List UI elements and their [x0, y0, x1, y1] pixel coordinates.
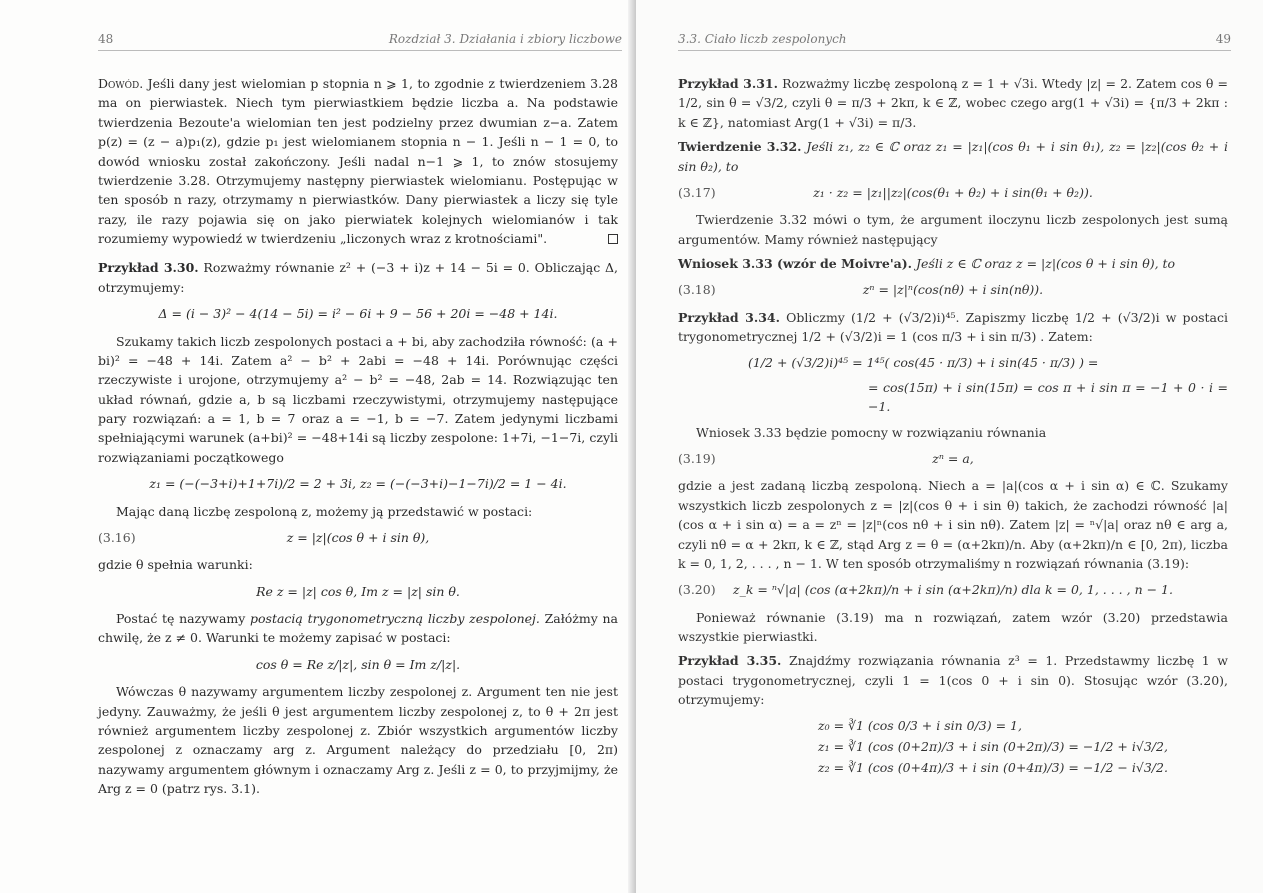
right-page [636, 0, 1263, 893]
proof-text: Jeśli dany jest wielomian p stopnia n ⩾ 1, to zgodnie z twierdzeniem 3.28 ma on pierwiastek. Niech tym pierwiastkiem będzie liczba a. Na podstawie twierdzenia Bezoute'a wielomian ten jest podzielny przez dwumian z−a. Zatem p(z) = (z − a)p₁(z), gdzie p₁ jest wielomianem stopnia n − 1. Jeśli n − 1 = 0, to dowód wniosku został zakończony. Jeśli nadal n−1 ⩾ 1, to znów stosujemy twierdzenie 3.28. Otrzymujemy następny pierwiastek wielomianu. Postępując w ten sposób n razy, otrzymamy n pierwiastków. Dany pierwiastek a liczy się tyle razy, ile razy pojawia się on jako pierwiatek kolejnych wielomianów i tak rozumiemy wypowiedź w twierdzeniu „liczonych wraz z krotnościami". [98, 76, 618, 246]
equation-3-16-body: z = |z|(cos θ + i sin θ), [286, 529, 430, 545]
equation-3-20-remark: Ponieważ równanie (3.19) ma n rozwiązań, zatem wzór (3.20) przedstawia wszystkie pierwiastki. [678, 609, 1228, 644]
trig-def-term: postacią trygonometryczną liczby zespolonej. [250, 611, 540, 626]
re-im-formula: Re z = |z| cos θ, Im z = |z| sin θ. [256, 583, 460, 599]
left-running-head: Rozdział 3. Działania i zbiory liczbowe [388, 32, 622, 46]
roots-derivation: gdzie a jest zadaną liczbą zespoloną. Niech a = |a|(cos α + i sin α) ∈ ℂ. Szukamy wszystkich liczb zespolonych z = |z|(cos θ + i sin θ) takich, że zachodzi równość |a|(cos α + i sin α) = a = zⁿ = |z|ⁿ(cos nθ + i sin nθ). Zatem |z| = ⁿ√|a| oraz nθ ∈ arg a, czyli nθ = α + 2kπ, k ∈ ℤ, stąd Arg z = θ = (α+2kπ)/n. Aby (α+2kπ)/n ∈ [0, 2π), liczba k = 0, 1, 2, . . . , n − 1. W ten sposób otrzymaliśmy n rozwiązań równania (3.19): [678, 478, 1228, 571]
theorem-3-32 [678, 137, 1228, 176]
example-3-31-label: Przykład 3.31. [678, 76, 778, 91]
example-3-35 [678, 651, 1228, 709]
root-z0: z₀ = ∛1 (cos 0/3 + i sin 0/3) = 1, [818, 717, 1022, 733]
root-z1: z₁ = ∛1 (cos (0+2π)/3 + i sin (0+2π)/3) = −1/2 + i√3/2, [818, 738, 1168, 754]
right-header-rule [678, 50, 1231, 51]
example-3-30-text: Rozważmy równanie z² + (−3 + i)z + 14 − 5i = 0. Obliczając Δ, otrzymujemy: [98, 260, 618, 295]
left-header-rule [98, 50, 622, 51]
equation-3-16-number: (3.16) [98, 529, 136, 545]
qed-square-icon [608, 234, 618, 244]
example-3-34-text: Obliczmy (1/2 + (√3/2)i)⁴⁵. Zapiszmy liczbę 1/2 + (√3/2)i w postaci trygonometrycznej 1/2 + (√3/2)i = 1 (cos π/3 + i sin π/3) . Zatem: [678, 309, 1228, 345]
equation-3-20-body: z_k = ⁿ√|a| (cos (α+2kπ)/n + i sin (α+2kπ)/n) dla k = 0, 1, . . . , n − 1. [733, 582, 1173, 598]
right-running-head: 3.3. Ciało liczb zespolonych [678, 32, 847, 46]
equation-3-19-body: zⁿ = a, [932, 451, 974, 466]
trig-def-text-b: Załóżmy na chwilę, że z ≠ 0. Warunki te możemy zapisać w postaci: [98, 611, 618, 646]
right-body [678, 74, 1228, 780]
equation-3-17-body: z₁ · z₂ = |z₁||z₂|(cos(θ₁ + θ₂) + i sin(θ₁ + θ₂)). [813, 184, 1093, 200]
theorem-3-32-remark: Twierdzenie 3.32 mówi o tym, że argument iloczynu liczb zespolonych jest sumą argumentów. Mamy również następujący [678, 212, 1228, 247]
equation-3-18-body: zⁿ = |z|ⁿ(cos(nθ) + i sin(nθ)). [862, 282, 1044, 298]
example-3-35-label: Przykład 3.35. [678, 653, 782, 669]
equation-3-19-number: (3.19) [678, 451, 716, 466]
equation-3-18 [678, 280, 1228, 299]
example-3-30-label: Przykład 3.30. [98, 260, 199, 276]
example-3-34-label: Przykład 3.34. [678, 309, 780, 325]
equation-3-19 [678, 449, 1228, 468]
proof-paragraph [98, 74, 618, 248]
equation-3-18-number: (3.18) [678, 282, 716, 298]
example-3-34-line-1: (1/2 + (√3/2)i)⁴⁵ = 1⁴⁵( cos(45 · π/3) + i sin(45 · π/3) ) = [748, 354, 1099, 370]
trig-def-text-a: Postać tę nazywamy [116, 611, 246, 626]
example-3-31-text: Rozważmy liczbę zespoloną z = 1 + √3i. Wtedy |z| = 2. Zatem cos θ = 1/2, sin θ = √3/2, czyli θ = π/3 + 2kπ, k ∈ ℤ, wobec czego arg(1 + √3i) = {π/3 + 2kπ : k ∈ ℤ}, natomiast Arg(1 + √3i) = π/3. [678, 76, 1228, 130]
example-3-34-line-2: = cos(15π) + i sin(15π) = cos π + i sin π = −1 + 0 · i = −1. [868, 379, 1228, 415]
example-3-30-solution: Szukamy takich liczb zespolonych postaci a + bi, aby zachodziła równość: (a + bi)² = −48 + 14i. Zatem a² − b² + 2abi = −48 + 14i. Porównując części rzeczywiste i urojone, otrzymujemy a² − b² = −48, 2ab = 14. Rozwiązując ten układ równań, gdzie a, b są liczbami rzeczywistymi, otrzymujemy następujące pary rozwiązań: a = 1, b = 7 oraz a = −1, b = −7. Zatem jedynymi liczbami spełniającymi warunek (a+bi)² = −48+14i są liczby zespolone: 1+7i, −1−7i, czyli rozwiązaniami początkowego [98, 333, 618, 465]
where-theta: gdzie θ spełnia warunki: [98, 557, 253, 573]
cos-sin-formula: cos θ = Re z/|z|, sin θ = Im z/|z|. [255, 656, 461, 672]
example-3-31 [678, 74, 1228, 132]
argument-definition: Wówczas θ nazywamy argumentem liczby zespolonej z. Argument ten nie jest jedyny. Zauważmy, że jeśli θ jest argumentem liczby zespolonej z, to θ + 2π jest również argumentem liczby zespolonej z. Zbiór wszystkich argumentów liczby zespolonej z oznaczamy arg z. Argument należący do przedziału [0, 2π) nazywamy argumentem głównym i oznaczamy Arg z. Jeśli z = 0, to przyjmijmy, że Arg z = 0 (patrz rys. 3.1). [98, 684, 618, 796]
corollary-3-33 [678, 254, 1228, 273]
proof-label: Dowód. [98, 76, 144, 91]
left-page-number: 48 [98, 32, 114, 46]
corollary-useful: Wniosek 3.33 będzie pomocny w rozwiązaniu równania [696, 424, 1047, 440]
root-z2: z₂ = ∛1 (cos (0+4π)/3 + i sin (0+4π)/3) = −1/2 − i√3/2. [818, 760, 1168, 776]
example-3-30 [98, 258, 618, 297]
corollary-3-33-label: Wniosek 3.33 (wzór de Moivre'a). [678, 256, 913, 271]
trig-form-definition [98, 609, 618, 648]
left-body [98, 74, 618, 803]
equation-3-20 [678, 580, 1228, 599]
right-page-number: 49 [1215, 32, 1231, 46]
theorem-3-32-label: Twierdzenie 3.32. [678, 139, 802, 155]
corollary-3-33-text: Jeśli z ∈ ℂ oraz z = |z|(cos θ + i sin θ), to [916, 256, 1176, 271]
theorem-3-32-text: Jeśli z₁, z₂ ∈ ℂ oraz z₁ = |z₁|(cos θ₁ + i sin θ₁), z₂ = |z₂|(cos θ₂ + i sin θ₂), to [678, 139, 1228, 174]
example-3-30-roots: z₁ = (−(−3+i)+1+7i)/2 = 2 + 3i, z₂ = (−(−3+i)−1−7i)/2 = 1 − 4i. [149, 476, 567, 492]
example-3-35-text: Znajdźmy rozwiązania równania z³ = 1. Przedstawmy liczbę 1 w postaci trygonometrycznej, czyli 1 = 1(cos 0 + i sin 0). Stosując wzór (3.20), otrzymujemy: [678, 653, 1228, 708]
equation-3-17-number: (3.17) [678, 184, 716, 200]
equation-3-17 [678, 183, 1228, 202]
equation-3-20-number: (3.20) [678, 582, 716, 598]
equation-3-16 [98, 528, 618, 547]
delta-formula: Δ = (i − 3)² − 4(14 − 5i) = i² − 6i + 9 − 56 + 20i = −48 + 14i. [158, 306, 558, 322]
example-3-34 [678, 308, 1228, 347]
cube-roots-of-unity [818, 716, 1228, 778]
polar-intro: Mając daną liczbę zespoloną z, możemy ją przedstawić w postaci: [116, 503, 533, 519]
